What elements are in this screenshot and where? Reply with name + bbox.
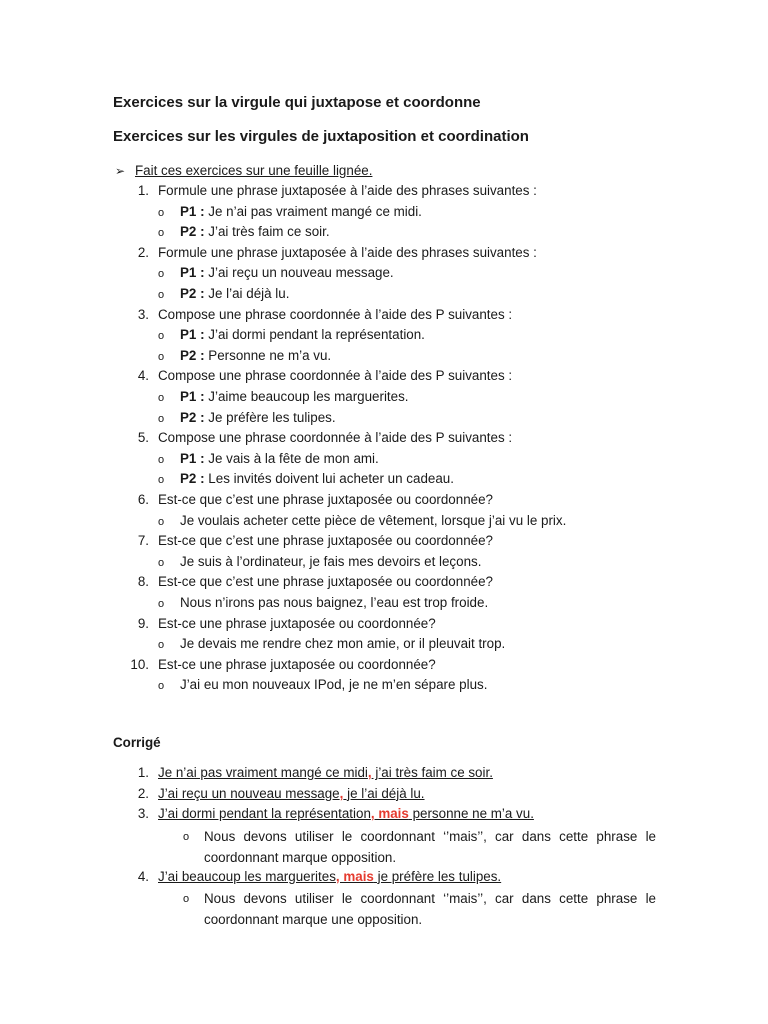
punctuation-highlight: , mais <box>335 868 374 884</box>
question-text: Compose une phrase coordonnée à l’aide des P suivantes : <box>158 430 513 446</box>
punctuation-highlight: , mais <box>370 806 409 821</box>
question-text: Est-ce une phrase juxtaposée ou coordonnée? <box>158 656 436 672</box>
sub-item-label: P2 : <box>180 471 205 487</box>
circle-bullet-icon: o <box>158 680 165 693</box>
sub-item-text: J’ai dormi pendant la représentation. <box>208 327 425 343</box>
answer-clause-2: personne ne m’a vu. <box>408 806 534 821</box>
sub-item <box>180 470 454 488</box>
question-number: 1. <box>137 183 149 198</box>
answer-clause-2: je l’ai déjà lu. <box>343 785 425 801</box>
question-number: 6. <box>137 492 149 507</box>
circle-bullet-icon: o <box>158 392 165 404</box>
sub-item-text: Nous n’irons pas nous baignez, l’eau est trop froide. <box>180 595 489 610</box>
sub-item-text: J’ai eu mon nouveaux IPod, je ne m’en sépare plus. <box>180 677 488 693</box>
question-number: 7. <box>137 533 149 549</box>
sub-item <box>180 450 379 468</box>
question-number: 8. <box>137 574 149 590</box>
circle-bullet-icon: o <box>158 598 165 610</box>
sub-item-text: Personne ne m’a vu. <box>208 347 332 363</box>
circle-bullet-icon: o <box>158 556 165 569</box>
sub-item-text: Je l’ai déjà lu. <box>208 286 290 301</box>
sub-item-text: J’ai très faim ce soir. <box>208 224 330 240</box>
sub-item-text: J’aime beaucoup les marguerites. <box>208 389 409 404</box>
answer-clause-1: J’ai beaucoup les marguerites <box>158 868 336 884</box>
question-number: 5. <box>137 430 149 446</box>
question-text: Formule une phrase juxtaposée à l’aide des phrases suivantes : <box>158 183 537 198</box>
circle-bullet-icon: o <box>158 474 165 487</box>
sub-item <box>180 388 409 406</box>
answer-number: 4. <box>137 868 149 884</box>
question-text: Est-ce une phrase juxtaposée ou coordonnée? <box>158 615 436 631</box>
circle-bullet-icon: o <box>158 330 165 343</box>
sub-item-text: J’ai reçu un nouveau message. <box>208 265 394 281</box>
sub-item-label: P1 : <box>180 327 205 343</box>
punctuation-highlight: , <box>367 765 372 780</box>
answer-sentence <box>158 785 425 803</box>
sub-item-text: Je voulais acheter cette pièce de vêtement, lorsque j’ai vu le prix. <box>180 512 567 528</box>
arrow-bullet-icon: ➢ <box>115 164 126 178</box>
circle-bullet-icon: o <box>158 412 165 425</box>
question-number: 3. <box>137 306 149 322</box>
question-text: Est-ce que c’est une phrase juxtaposée ou coordonnée? <box>158 533 493 549</box>
circle-bullet-icon: o <box>183 830 190 843</box>
question-number: 4. <box>137 368 149 384</box>
answer-sentence <box>158 805 534 823</box>
sub-item-text: Je préfère les tulipes. <box>208 409 336 425</box>
answer-key-heading: Corrigé <box>113 735 161 750</box>
question-text: Compose une phrase coordonnée à l’aide des P suivantes : <box>158 368 513 384</box>
sub-item-label: P2 : <box>180 224 205 240</box>
question-text: Formule une phrase juxtaposée à l’aide des phrases suivantes : <box>158 244 537 260</box>
instruction-text: Fait ces exercices sur une feuille lignée. <box>135 163 373 178</box>
sub-item-text: Je devais me rendre chez mon amie, or il pleuvait trop. <box>180 636 506 652</box>
sub-item-text: Les invités doivent lui acheter un cadeau. <box>208 471 454 487</box>
answer-clause-1: J’ai dormi pendant la représentation <box>158 806 371 821</box>
sub-item-label: P1 : <box>180 389 205 404</box>
sub-item <box>180 264 394 282</box>
sub-item <box>180 676 487 694</box>
answer-number: 2. <box>137 785 149 801</box>
sub-item <box>180 409 336 427</box>
answer-explanation: Nous devons utiliser le coordonnant ‘’mais’’, car dans cette phrase le coordonnant marque une opposition. <box>204 891 656 927</box>
sub-item-label: P1 : <box>180 265 205 281</box>
punctuation-highlight: , <box>339 785 344 801</box>
sub-item-label: P2 : <box>180 286 205 301</box>
sub-item <box>180 512 566 530</box>
sub-item-label: P1 : <box>180 450 205 466</box>
answer-explanation: Nous devons utiliser le coordonnant ‘’mais’’, car dans cette phrase le coordonnant marque opposition. <box>204 828 656 865</box>
question-number: 10. <box>130 656 149 672</box>
sub-item <box>180 203 422 221</box>
circle-bullet-icon: o <box>158 289 165 301</box>
sub-item-text: Je vais à la fête de mon ami. <box>208 450 379 466</box>
answer-clause-2: j’ai très faim ce soir. <box>371 765 493 780</box>
answer-clause-2: je préfère les tulipes. <box>373 868 502 884</box>
sub-item-label: P1 : <box>180 203 205 219</box>
page-subtitle: Exercices sur les virgules de juxtaposition et coordination <box>113 128 529 145</box>
answer-sentence <box>158 868 501 886</box>
sub-item <box>180 594 488 612</box>
answer-clause-1: J’ai reçu un nouveau message <box>158 785 340 801</box>
circle-bullet-icon: o <box>158 227 165 240</box>
circle-bullet-icon: o <box>183 893 190 905</box>
circle-bullet-icon: o <box>158 453 165 466</box>
sub-item-label: P2 : <box>180 409 205 425</box>
sub-item <box>180 223 330 241</box>
question-text: Est-ce que c’est une phrase juxtaposée ou coordonnée? <box>158 492 493 507</box>
circle-bullet-icon: o <box>158 350 165 363</box>
circle-bullet-icon: o <box>158 206 165 219</box>
sub-item-text: Je suis à l’ordinateur, je fais mes devoirs et leçons. <box>180 553 482 569</box>
question-text: Est-ce que c’est une phrase juxtaposée ou coordonnée? <box>158 574 493 590</box>
question-text: Compose une phrase coordonnée à l’aide des P suivantes : <box>158 306 513 322</box>
sub-item <box>180 326 425 344</box>
circle-bullet-icon: o <box>158 515 165 528</box>
sub-item <box>180 347 331 365</box>
answer-clause-1: Je n’ai pas vraiment mangé ce midi <box>158 765 368 780</box>
sub-item <box>180 635 505 653</box>
sub-item <box>180 553 481 571</box>
sub-item <box>180 285 289 303</box>
circle-bullet-icon: o <box>158 639 165 652</box>
question-number: 9. <box>137 615 149 631</box>
question-number: 2. <box>137 244 149 260</box>
sub-item-text: Je n’ai pas vraiment mangé ce midi. <box>208 203 422 219</box>
answer-sentence <box>158 764 493 782</box>
sub-item-label: P2 : <box>180 347 205 363</box>
answer-number: 3. <box>137 806 149 821</box>
page-title: Exercices sur la virgule qui juxtapose et coordonne <box>113 94 481 111</box>
answer-number: 1. <box>137 765 149 780</box>
circle-bullet-icon: o <box>158 268 165 281</box>
